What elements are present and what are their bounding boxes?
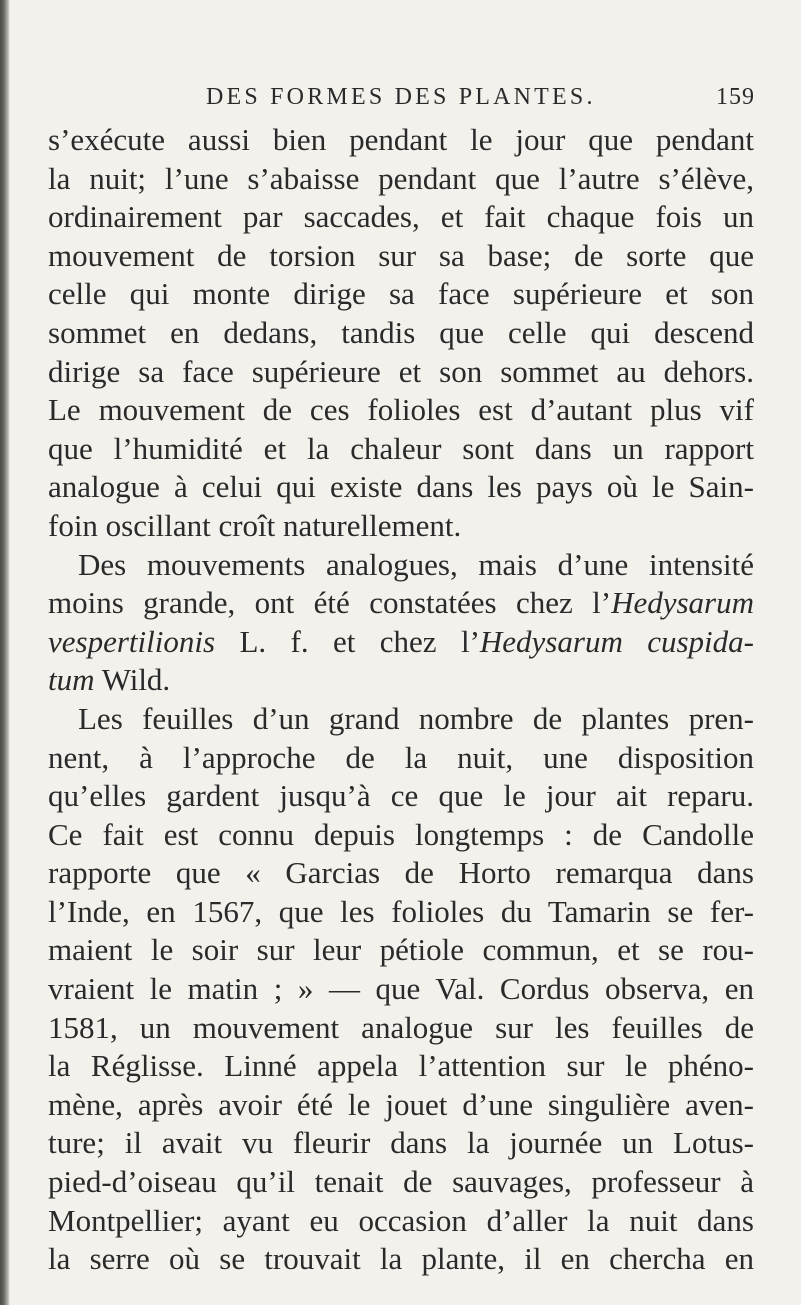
text-line: sommet en dedans, tandis que celle qui descend — [48, 314, 754, 350]
text-line: s’exécute aussi bien pendant le jour que pendant — [48, 122, 754, 157]
running-title: DES FORMES DES PLANTES. — [206, 84, 596, 110]
text-line: ture; il avait vu fleurir dans la journée un Lotus- — [48, 1125, 754, 1161]
text-line: analogue à celui qui existe dans les pays où le Sain- — [48, 469, 754, 505]
species-name: Hedysarum cuspida- — [479, 623, 754, 659]
page-header — [0, 80, 801, 116]
text-line-mixed — [48, 623, 754, 662]
text-line: Ce fait est connu depuis longtemps : de Candolle — [48, 816, 754, 852]
text-line: 1581, un mouvement analogue sur les feuilles de — [48, 1009, 754, 1045]
text-line: pied-d’oiseau qu’il tenait de sauvages, professeur à — [48, 1164, 754, 1200]
page-binding-edge — [0, 0, 10, 1305]
text-line: la serre où se trouvait la plante, il en chercha en — [48, 1241, 754, 1277]
text-line: qu’elles gardent jusqu’à ce que le jour ait reparu. — [48, 778, 754, 814]
text-line: la Réglisse. Linné appela l’attention sur le phéno- — [48, 1048, 754, 1084]
text-line: que l’humidité et la chaleur sont dans un rapport — [48, 430, 754, 466]
text-line: l’Inde, en 1567, que les folioles du Tamarin se fer- — [48, 893, 754, 929]
text-line: Les feuilles d’un grand nombre de plantes pren- — [78, 700, 754, 736]
text-line: ordinairement par saccades, et fait chaque fois un — [48, 199, 754, 235]
page-number: 159 — [716, 84, 755, 110]
text-segment: L. f. et chez l’ — [215, 623, 480, 659]
text-line: vraient le matin ; » — que Val. Cordus observa, en — [48, 971, 754, 1007]
text-line: nent, à l’approche de la nuit, une disposition — [48, 739, 754, 775]
text-line: Des mouvements analogues, mais d’une intensité — [78, 546, 754, 582]
text-line: dirige sa face supérieure et son sommet au dehors. — [48, 353, 754, 389]
text-line-mixed — [48, 661, 754, 700]
species-name: Hedysarum — [611, 585, 754, 621]
species-name: tum — [48, 662, 95, 698]
text-line: mouvement de torsion sur sa base; de sorte que — [48, 237, 754, 273]
text-line: Montpellier; ayant eu occasion d’aller la nuit dans — [48, 1202, 754, 1238]
text-line-mixed — [48, 584, 754, 623]
text-segment: moins grande, ont été constatées chez l’ — [48, 585, 612, 621]
species-name: vespertilionis — [48, 623, 216, 659]
body-text — [48, 121, 754, 1279]
text-line: foin oscillant croît naturellement. — [48, 507, 462, 543]
text-line: la nuit; l’une s’abaisse pendant que l’autre s’élève, — [48, 160, 754, 196]
text-line: mène, après avoir été le jouet d’une singulière aven- — [48, 1086, 754, 1122]
text-line: Le mouvement de ces folioles est d’autant plus vif — [48, 392, 754, 428]
text-line: rapporte que « Garcias de Horto remarqua dans — [48, 855, 754, 891]
text-line: maient le soir sur leur pétiole commun, et se rou- — [48, 932, 754, 968]
text-segment: Wild. — [94, 662, 171, 698]
text-line: celle qui monte dirige sa face supérieure et son — [48, 276, 754, 312]
